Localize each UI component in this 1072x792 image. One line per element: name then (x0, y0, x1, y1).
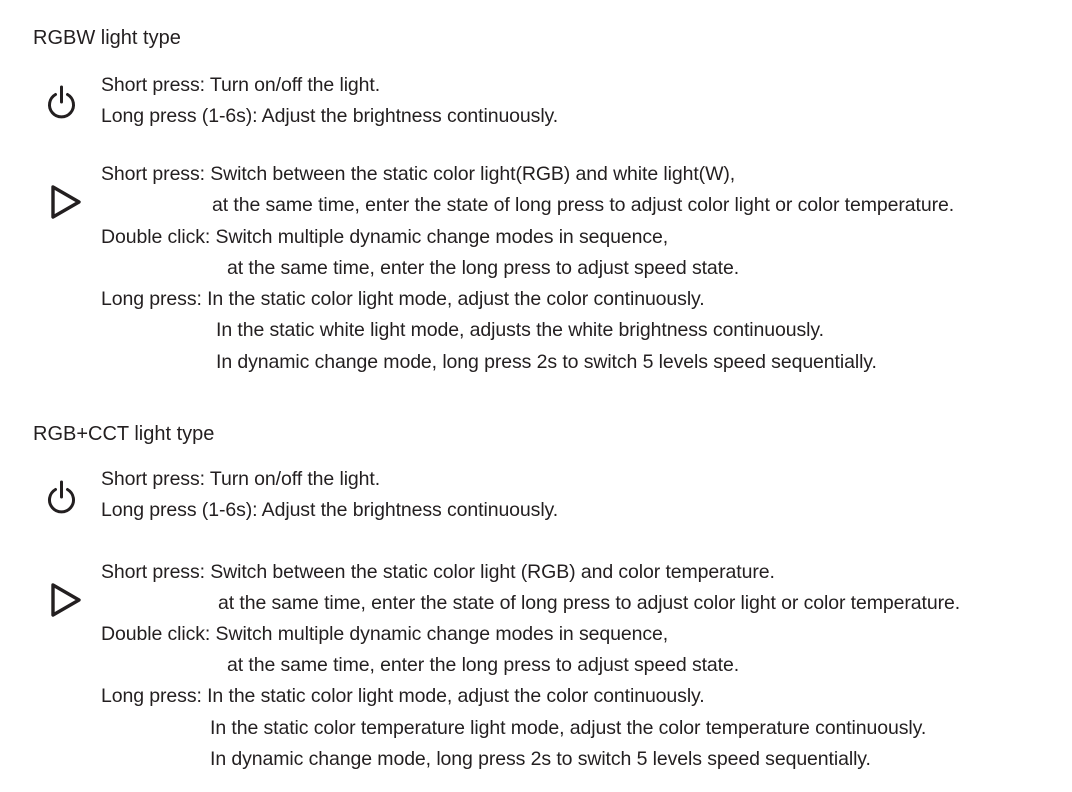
rgbcct-power-long-press: Long press (1-6s): Adjust the brightness continuously. (101, 499, 559, 521)
rgbw-power-short-press: Short press: Turn on/off the light. (101, 74, 381, 96)
rgbw-heading: RGBW light type (33, 27, 181, 49)
rgbcct-play-long-press-cct: In the static color temperature light mode, adjust the color temperature continuously. (210, 717, 927, 739)
rgbcct-play-short-press-cont: at the same time, enter the state of long press to adjust color light or color temperature. (218, 592, 961, 614)
rgbw-play-short-press: Short press: Switch between the static color light(RGB) and white light(W), (101, 163, 736, 185)
rgbw-play-long-press-dynamic: In dynamic change mode, long press 2s to switch 5 levels speed sequentially. (216, 351, 877, 373)
rgbw-play-long-press-white: In the static white light mode, adjusts the white brightness continuously. (216, 319, 824, 341)
rgbcct-play-double-click: Double click: Switch multiple dynamic change modes in sequence, (101, 623, 669, 645)
rgbw-play-short-press-cont: at the same time, enter the state of long press to adjust color light or color temperature. (212, 194, 955, 216)
rgbw-play-long-press: Long press: In the static color light mode, adjust the color continuously. (101, 288, 705, 310)
play-icon (49, 582, 83, 618)
rgbcct-play-long-press-dynamic: In dynamic change mode, long press 2s to switch 5 levels speed sequentially. (210, 748, 871, 770)
rgbw-play-double-click-cont: at the same time, enter the long press to adjust speed state. (227, 257, 740, 279)
rgbw-power-long-press: Long press (1-6s): Adjust the brightness continuously. (101, 105, 559, 127)
rgbcct-play-double-click-cont: at the same time, enter the long press to adjust speed state. (227, 654, 740, 676)
play-icon (49, 184, 83, 220)
rgbcct-play-long-press: Long press: In the static color light mode, adjust the color continuously. (101, 685, 705, 707)
power-icon (45, 479, 78, 515)
rgbw-play-double-click: Double click: Switch multiple dynamic change modes in sequence, (101, 226, 669, 248)
power-icon (45, 84, 78, 120)
rgbcct-heading: RGB+CCT light type (33, 423, 215, 445)
rgbcct-power-short-press: Short press: Turn on/off the light. (101, 468, 381, 490)
rgbcct-play-short-press: Short press: Switch between the static color light (RGB) and color temperature. (101, 561, 775, 583)
